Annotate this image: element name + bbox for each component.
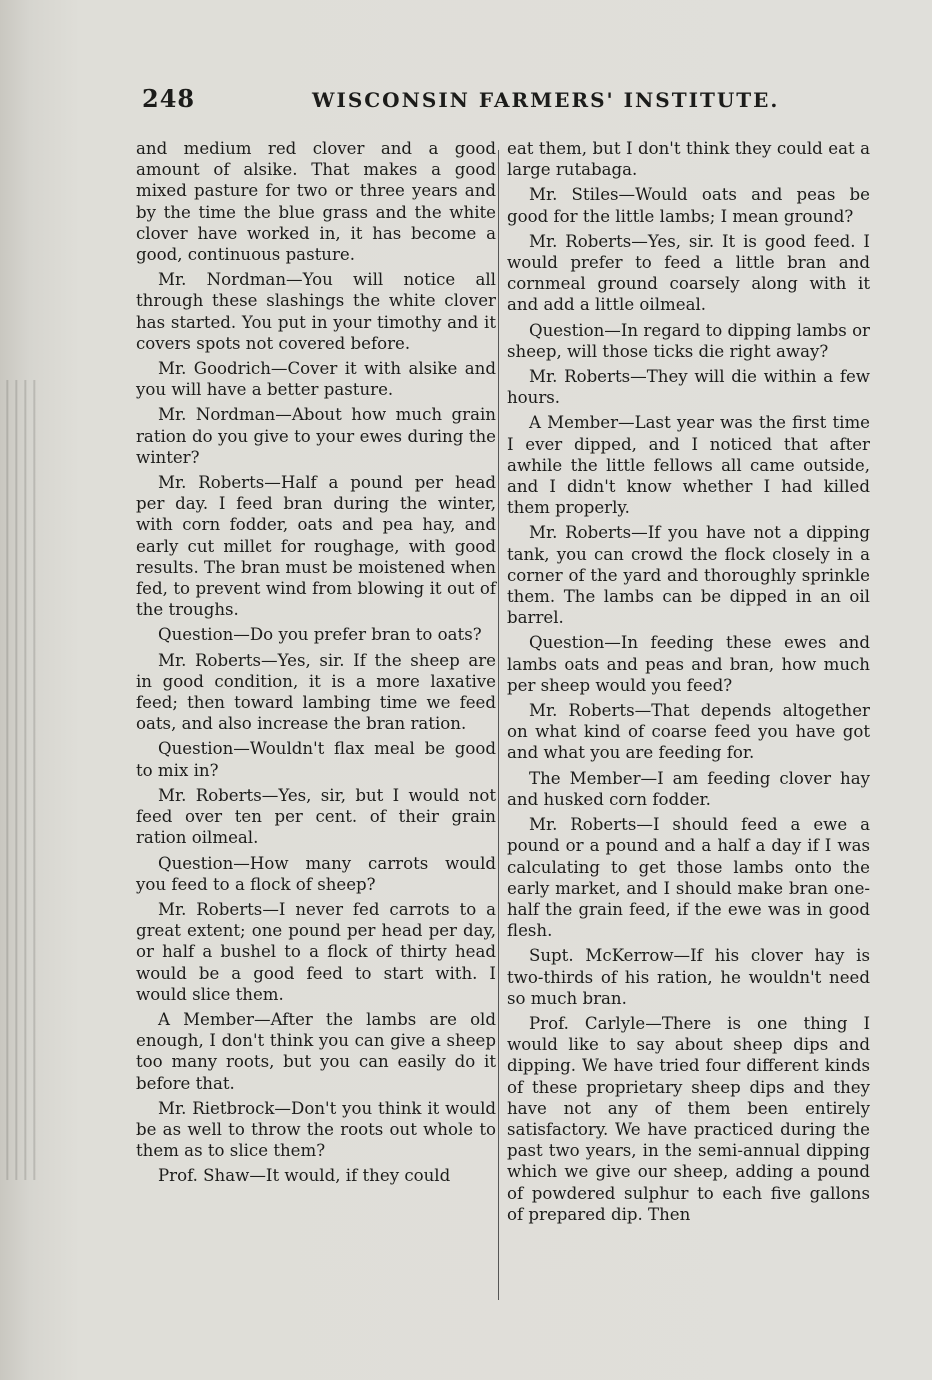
paragraph: Mr. Roberts—That depends altogether on what kind of coarse feed you have got and what you are feeding for. bbox=[507, 701, 870, 763]
paragraph: Prof. Carlyle—There is one thing I would like to say about sheep dips and dipping. We have tried four different kinds of these proprietary sheep dips and they have not any of them been entirely satisfactory. We have practiced during the past two years, in the semi-annual dipping which we give our sheep, adding a pound of powdered sulphur to each five gallons of prepared dip. Then bbox=[507, 1013, 870, 1224]
paragraph: Question—Wouldn't flax meal be good to mix in? bbox=[136, 739, 496, 780]
paragraph: Mr. Roberts—I never fed carrots to a great extent; one pound per head per day, or half a bushel to a flock of thirty head would be a good feed to start with. I would slice them. bbox=[136, 899, 496, 1004]
paragraph: eat them, but I don't think they could eat a large rutabaga. bbox=[507, 139, 870, 180]
paragraph: Question—In regard to dipping lambs or sheep, will those ticks die right away? bbox=[507, 320, 870, 361]
paragraph: Question—Do you prefer bran to oats? bbox=[158, 625, 482, 645]
paragraph: A Member—Last year was the first time I ever dipped, and I noticed that after awhile the little fellows all came outside, and I didn't know whether I had killed them properly. bbox=[507, 413, 870, 518]
paragraph: Mr. Roberts—Half a pound per head per day. I feed bran during the winter, with corn fodder, oats and pea hay, and early cut millet for roughage, with good results. The bran must be moistened when fed, to prevent wind from blowing it out of the troughs. bbox=[136, 473, 496, 620]
paragraph: and medium red clover and a good amount of alsike. That makes a good mixed pasture for two or three years and by the time the blue grass and the white clover have worked in, it has become a good, continuous pasture. bbox=[136, 139, 496, 265]
paragraph: Supt. McKerrow—If his clover hay is two-thirds of his ration, he wouldn't need so much bran. bbox=[507, 946, 870, 1008]
column-divider bbox=[498, 150, 499, 1300]
paragraph: Mr. Roberts—If you have not a dipping tank, you can crowd the flock closely in a corner of the yard and thoroughly sprinkle them. The lambs can be dipped in an oil barrel. bbox=[507, 523, 870, 628]
binding-shadow bbox=[0, 380, 40, 1180]
page-number: 248 bbox=[142, 84, 196, 113]
paragraph: Mr. Roberts—Yes, sir, but I would not feed over ten per cent. of their grain ration oilmeal. bbox=[136, 785, 496, 848]
paragraph: A Member—After the lambs are old enough, I don't think you can give a sheep too many roots, but you can easily do it before that. bbox=[136, 1009, 496, 1093]
paragraph: Mr. Goodrich—Cover it with alsike and you will have a better pasture. bbox=[136, 359, 496, 400]
paragraph: Question—How many carrots would you feed to a flock of sheep? bbox=[136, 853, 496, 894]
left-text-column bbox=[136, 138, 496, 1191]
running-title: WISCONSIN FARMERS' INSTITUTE. bbox=[312, 88, 780, 112]
paragraph: Mr. Roberts—I should feed a ewe a pound or a pound and a half a day if I was calculating to get those lambs onto the early market, and I should make bran one-half the grain feed, if the ewe was in good flesh. bbox=[507, 815, 870, 941]
paragraph: Mr. Stiles—Would oats and peas be good for the little lambs; I mean ground? bbox=[507, 185, 870, 226]
paragraph: The Member—I am feeding clover hay and husked corn fodder. bbox=[507, 768, 870, 809]
paragraph: Mr. Nordman—About how much grain ration do you give to your ewes during the winter? bbox=[136, 405, 496, 467]
right-text-column bbox=[507, 138, 870, 1229]
paragraph: Question—In feeding these ewes and lambs oats and peas and bran, how much per sheep would you feed? bbox=[507, 633, 870, 695]
paragraph: Mr. Nordman—You will notice all through these slashings the white clover has started. You put in your timothy and it covers spots not covered before. bbox=[136, 270, 496, 353]
paragraph: Mr. Roberts—They will die within a few hours. bbox=[507, 367, 870, 408]
paragraph: Prof. Shaw—It would, if they could bbox=[158, 1166, 451, 1186]
paragraph: Mr. Roberts—Yes, sir. If the sheep are in good condition, it is a more laxative feed; then toward lambing time we feed oats, and also increase the bran ration. bbox=[136, 650, 496, 734]
paragraph: Mr. Rietbrock—Don't you think it would be as well to throw the roots out whole to them as to slice them? bbox=[136, 1098, 496, 1161]
page-header bbox=[110, 82, 780, 122]
paragraph: Mr. Roberts—Yes, sir. It is good feed. I would prefer to feed a little bran and cornmeal ground coarsely along with it and add a little oilmeal. bbox=[507, 231, 870, 315]
